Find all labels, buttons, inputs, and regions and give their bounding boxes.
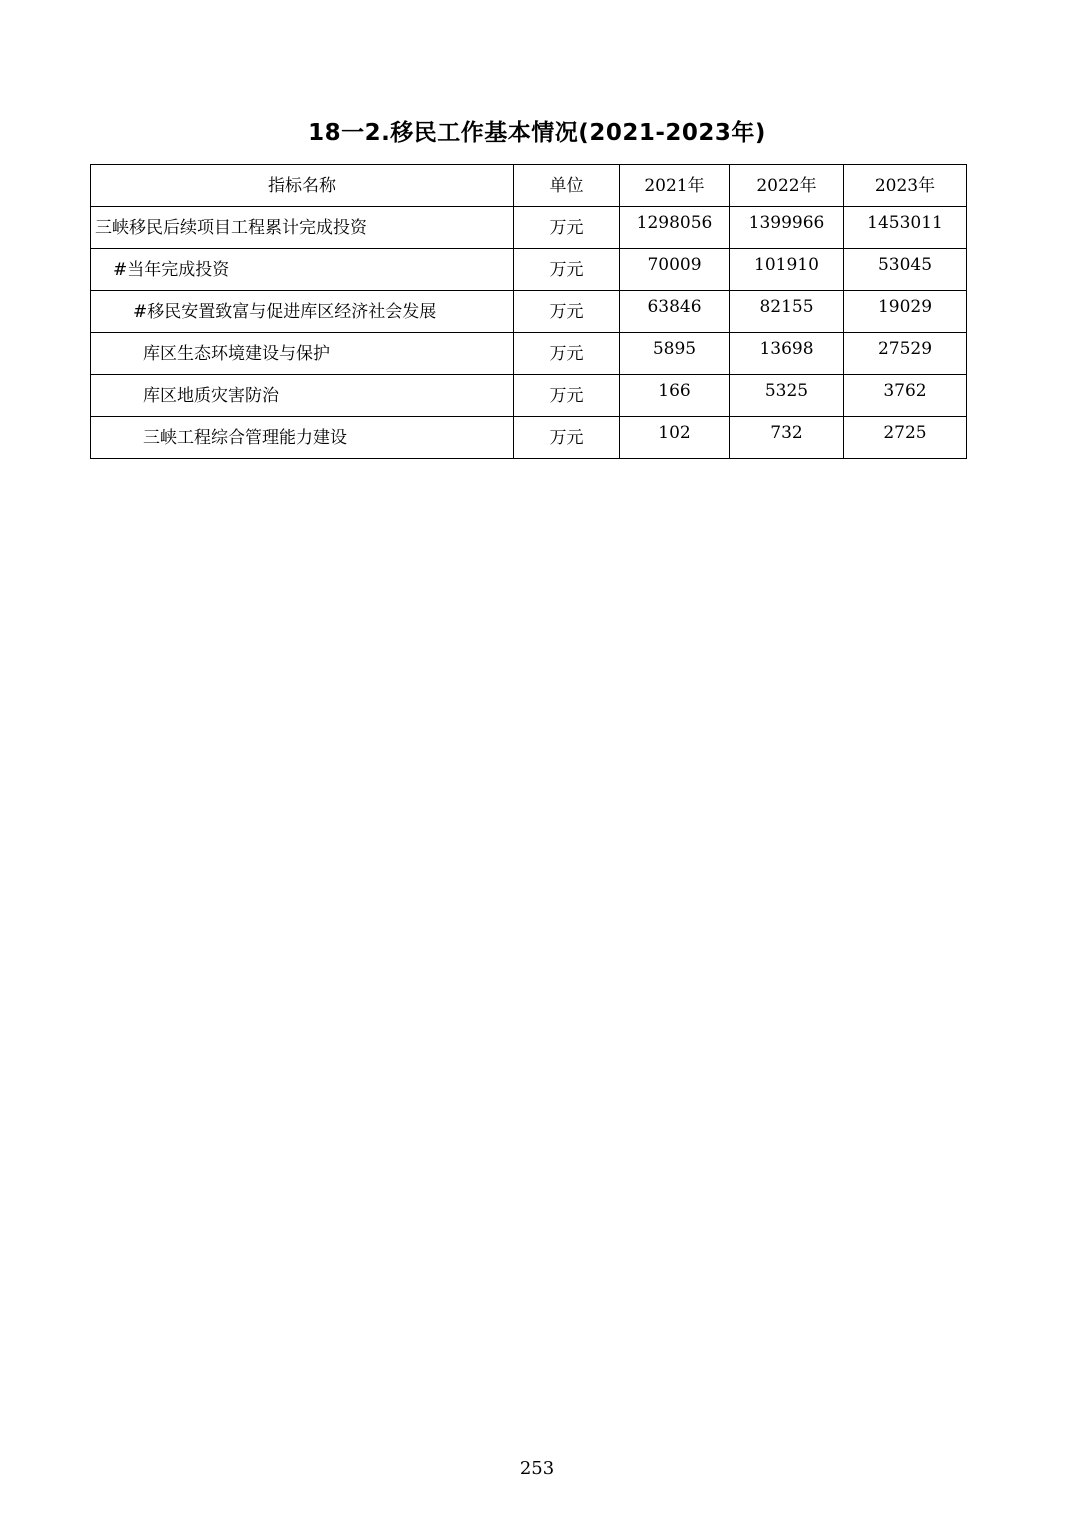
header-unit: 单位 <box>514 165 620 207</box>
row-value-2022: 1399966 <box>730 207 844 249</box>
statistics-table <box>90 164 967 459</box>
table-row <box>91 207 967 249</box>
row-name: 库区生态环境建设与保护 <box>91 333 514 375</box>
row-value-2021: 1298056 <box>620 207 730 249</box>
row-unit: 万元 <box>514 333 620 375</box>
table-row <box>91 333 967 375</box>
row-name: #当年完成投资 <box>91 249 514 291</box>
header-2021: 2021年 <box>620 165 730 207</box>
row-value-2022: 82155 <box>730 291 844 333</box>
row-value-2023: 2725 <box>844 417 967 459</box>
table-row <box>91 291 967 333</box>
table-row <box>91 417 967 459</box>
row-name: 三峡工程综合管理能力建设 <box>91 417 514 459</box>
page-title: 18一2.移民工作基本情况(2021-2023年) <box>308 120 766 146</box>
header-indicator-name: 指标名称 <box>91 165 514 207</box>
row-value-2021: 5895 <box>620 333 730 375</box>
row-value-2022: 101910 <box>730 249 844 291</box>
page-number: 253 <box>519 1458 555 1479</box>
row-value-2021: 63846 <box>620 291 730 333</box>
row-unit: 万元 <box>514 291 620 333</box>
row-unit: 万元 <box>514 417 620 459</box>
header-2023: 2023年 <box>844 165 967 207</box>
row-value-2023: 3762 <box>844 375 967 417</box>
row-value-2023: 19029 <box>844 291 967 333</box>
row-value-2021: 102 <box>620 417 730 459</box>
row-value-2022: 13698 <box>730 333 844 375</box>
row-unit: 万元 <box>514 249 620 291</box>
row-value-2021: 166 <box>620 375 730 417</box>
row-name: #移民安置致富与促进库区经济社会发展 <box>91 291 514 333</box>
row-name: 库区地质灾害防治 <box>91 375 514 417</box>
row-unit: 万元 <box>514 207 620 249</box>
table-row <box>91 375 967 417</box>
row-value-2022: 5325 <box>730 375 844 417</box>
header-2022: 2022年 <box>730 165 844 207</box>
row-unit: 万元 <box>514 375 620 417</box>
row-value-2023: 27529 <box>844 333 967 375</box>
row-value-2021: 70009 <box>620 249 730 291</box>
row-value-2022: 732 <box>730 417 844 459</box>
table-row <box>91 249 967 291</box>
row-value-2023: 53045 <box>844 249 967 291</box>
table-header-row <box>91 165 967 207</box>
row-name: 三峡移民后续项目工程累计完成投资 <box>91 207 514 249</box>
row-value-2023: 1453011 <box>844 207 967 249</box>
